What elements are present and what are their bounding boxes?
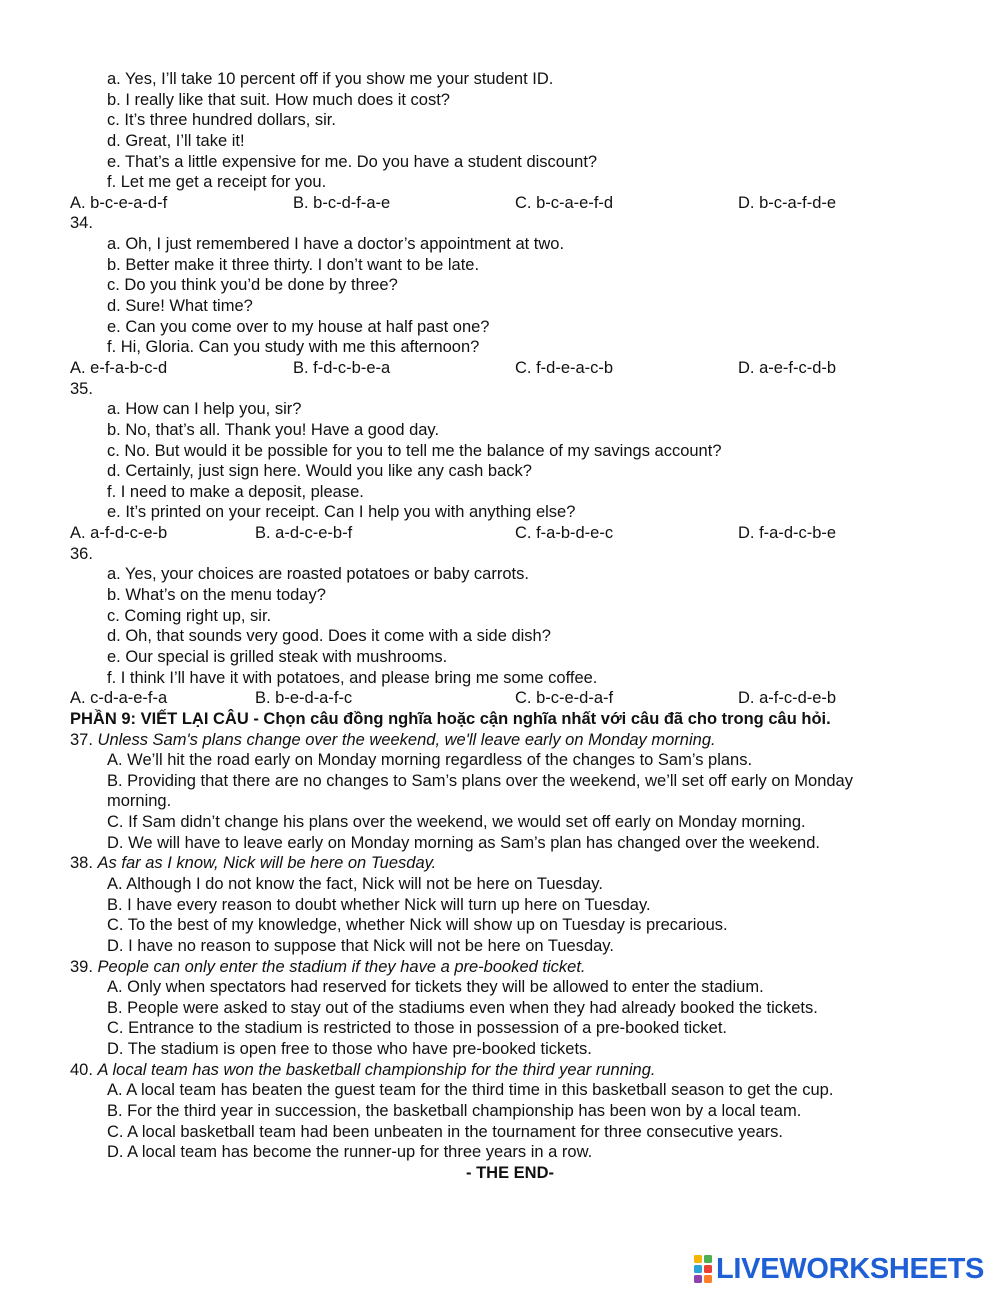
option-c[interactable]: C. Entrance to the stadium is restricted to those in possession of a pre-booked ticket. xyxy=(107,1019,727,1038)
dialogue-line: c. Do you think you’d be done by three? xyxy=(107,276,398,295)
question-number: 38. xyxy=(70,854,93,873)
dialogue-line: b. I really like that suit. How much does it cost? xyxy=(107,90,450,109)
option-d[interactable]: D. b-c-a-f-d-e xyxy=(738,193,837,212)
dialogue-line: e. That’s a little expensive for me. Do you have a student discount? xyxy=(107,152,598,171)
prompt-text: Unless Sam's plans change over the weekend, we'll leave early on Monday morning. xyxy=(97,730,716,749)
option-a[interactable]: A. Only when spectators had reserved for tickets they will be allowed to enter the stadium. xyxy=(107,978,764,997)
option-a[interactable]: A. c-d-a-e-f-a xyxy=(70,689,168,708)
the-end-label: - THE END- xyxy=(466,1163,554,1182)
prompt-text: As far as I know, Nick will be here on Tuesday. xyxy=(97,854,437,873)
question-prompt xyxy=(70,730,950,751)
question-number: 39. xyxy=(70,957,93,976)
option-b[interactable]: B. b-e-d-a-f-c xyxy=(255,689,353,708)
option-a[interactable]: A. Although I do not know the fact, Nick will not be here on Tuesday. xyxy=(107,874,603,893)
question-35 xyxy=(70,379,950,544)
option-a[interactable]: A. A local team has beaten the guest team for the third time in this basketball season to get the cup. xyxy=(107,1081,834,1100)
dialogue-line: c. It’s three hundred dollars, sir. xyxy=(107,111,336,130)
option-c[interactable]: C. b-c-a-e-f-d xyxy=(515,193,614,212)
option-c[interactable]: C. b-c-e-d-a-f xyxy=(515,689,614,708)
option-d[interactable]: D. We will have to leave early on Monday morning as Sam’s plan has changed over the weekend. xyxy=(107,833,820,852)
dialogue-line: d. Oh, that sounds very good. Does it come with a side dish? xyxy=(107,627,551,646)
question-number: 40. xyxy=(70,1060,93,1079)
worksheet-page xyxy=(70,69,950,1184)
dialogue-line: a. Yes, I’ll take 10 percent off if you show me your student ID. xyxy=(107,70,554,88)
option-b[interactable]: B. I have every reason to doubt whether Nick will turn up here on Tuesday. xyxy=(107,895,651,914)
option-b[interactable]: B. People were asked to stay out of the stadiums even when they had already booked the tickets. xyxy=(107,998,818,1017)
option-c[interactable]: C. If Sam didn’t change his plans over the weekend, we would set off early on Monday morning. xyxy=(107,813,806,832)
question-37 xyxy=(70,730,950,854)
liveworksheets-logo-icon xyxy=(694,1255,712,1283)
dialogue-line: f. I think I’ll have it with potatoes, and please bring me some coffee. xyxy=(107,668,598,687)
dialogue-line: d. Sure! What time? xyxy=(107,297,253,316)
dialogue-line: b. Better make it three thirty. I don’t want to be late. xyxy=(107,255,480,274)
question-number: 35. xyxy=(70,379,93,398)
question-33 xyxy=(70,69,950,213)
answer-options xyxy=(70,523,950,544)
prompt-text: People can only enter the stadium if they have a pre-booked ticket. xyxy=(97,957,586,976)
option-d[interactable]: D. a-f-c-d-e-b xyxy=(738,689,837,708)
answer-options xyxy=(70,688,950,709)
option-d[interactable]: D. f-a-d-c-b-e xyxy=(738,524,837,543)
option-b[interactable]: B. Providing that there are no changes to Sam’s plans over the weekend, we’ll set off early on Monday xyxy=(107,771,853,790)
question-prompt xyxy=(70,1060,950,1081)
dialogue-line: b. What’s on the menu today? xyxy=(107,586,326,605)
option-b[interactable]: B. f-d-c-b-e-a xyxy=(293,358,391,377)
liveworksheets-logo-text: LIVEWORKSHEETS xyxy=(716,1253,985,1285)
question-number: 37. xyxy=(70,730,93,749)
dialogue-line: f. Hi, Gloria. Can you study with me this afternoon? xyxy=(107,338,480,357)
dialogue-line: f. Let me get a receipt for you. xyxy=(107,173,327,192)
answer-options xyxy=(70,358,950,379)
option-b-continued[interactable]: morning. xyxy=(107,792,172,811)
section-heading: PHẦN 9: VIẾT LẠI CÂU - Chọn câu đồng nghĩa hoặc cận nghĩa nhất với câu đã cho trong câu hỏi. xyxy=(70,709,831,728)
dialogue-line: e. It’s printed on your receipt. Can I help you with anything else? xyxy=(107,503,576,522)
option-a[interactable]: A. a-f-d-c-e-b xyxy=(70,524,168,543)
option-c[interactable]: C. f-d-e-a-c-b xyxy=(515,358,614,377)
question-38 xyxy=(70,853,950,956)
option-b[interactable]: B. For the third year in succession, the basketball championship has been won by a local team. xyxy=(107,1102,802,1121)
option-d[interactable]: D. The stadium is open free to those who have pre-booked tickets. xyxy=(107,1040,592,1059)
question-prompt xyxy=(70,957,950,978)
dialogue-line: e. Can you come over to my house at half past one? xyxy=(107,317,490,336)
question-39 xyxy=(70,957,950,1060)
option-a[interactable]: A. e-f-a-b-c-d xyxy=(70,358,168,377)
option-a[interactable]: A. b-c-e-a-d-f xyxy=(70,193,168,212)
dialogue-line: f. I need to make a deposit, please. xyxy=(107,482,364,501)
question-prompt xyxy=(70,853,950,874)
option-d[interactable]: D. I have no reason to suppose that Nick will not be here on Tuesday. xyxy=(107,936,614,955)
answer-options xyxy=(70,193,950,214)
dialogue-line: d. Certainly, just sign here. Would you like any cash back? xyxy=(107,462,532,481)
prompt-text: A local team has won the basketball championship for the third year running. xyxy=(97,1060,656,1079)
dialogue-line: d. Great, I’ll take it! xyxy=(107,131,245,150)
question-34 xyxy=(70,213,950,378)
dialogue-line: b. No, that’s all. Thank you! Have a good day. xyxy=(107,420,440,439)
option-d[interactable]: D. A local team has become the runner-up for three years in a row. xyxy=(107,1143,593,1162)
option-d[interactable]: D. a-e-f-c-d-b xyxy=(738,358,837,377)
dialogue-line: a. Yes, your choices are roasted potatoes or baby carrots. xyxy=(107,565,529,584)
dialogue-line: c. Coming right up, sir. xyxy=(107,606,272,625)
liveworksheets-logo[interactable] xyxy=(694,1254,984,1284)
dialogue-line: c. No. But would it be possible for you to tell me the balance of my savings account? xyxy=(107,441,722,460)
dialogue-line: e. Our special is grilled steak with mushrooms. xyxy=(107,647,448,666)
option-c[interactable]: C. A local basketball team had been unbeaten in the tournament for three consecutive years. xyxy=(107,1122,784,1141)
option-b[interactable]: B. b-c-d-f-a-e xyxy=(293,193,391,212)
question-40 xyxy=(70,1060,950,1163)
question-36 xyxy=(70,544,950,709)
option-c[interactable]: C. f-a-b-d-e-c xyxy=(515,524,614,543)
question-number: 36. xyxy=(70,544,93,563)
option-b[interactable]: B. a-d-c-e-b-f xyxy=(255,524,353,543)
option-c[interactable]: C. To the best of my knowledge, whether Nick will show up on Tuesday is precarious. xyxy=(107,916,728,935)
dialogue-line: a. Oh, I just remembered I have a doctor’s appointment at two. xyxy=(107,235,565,254)
dialogue-line: a. How can I help you, sir? xyxy=(107,400,302,419)
question-number: 34. xyxy=(70,214,93,233)
option-a[interactable]: A. We’ll hit the road early on Monday morning regardless of the changes to Sam’s plans. xyxy=(107,751,753,770)
